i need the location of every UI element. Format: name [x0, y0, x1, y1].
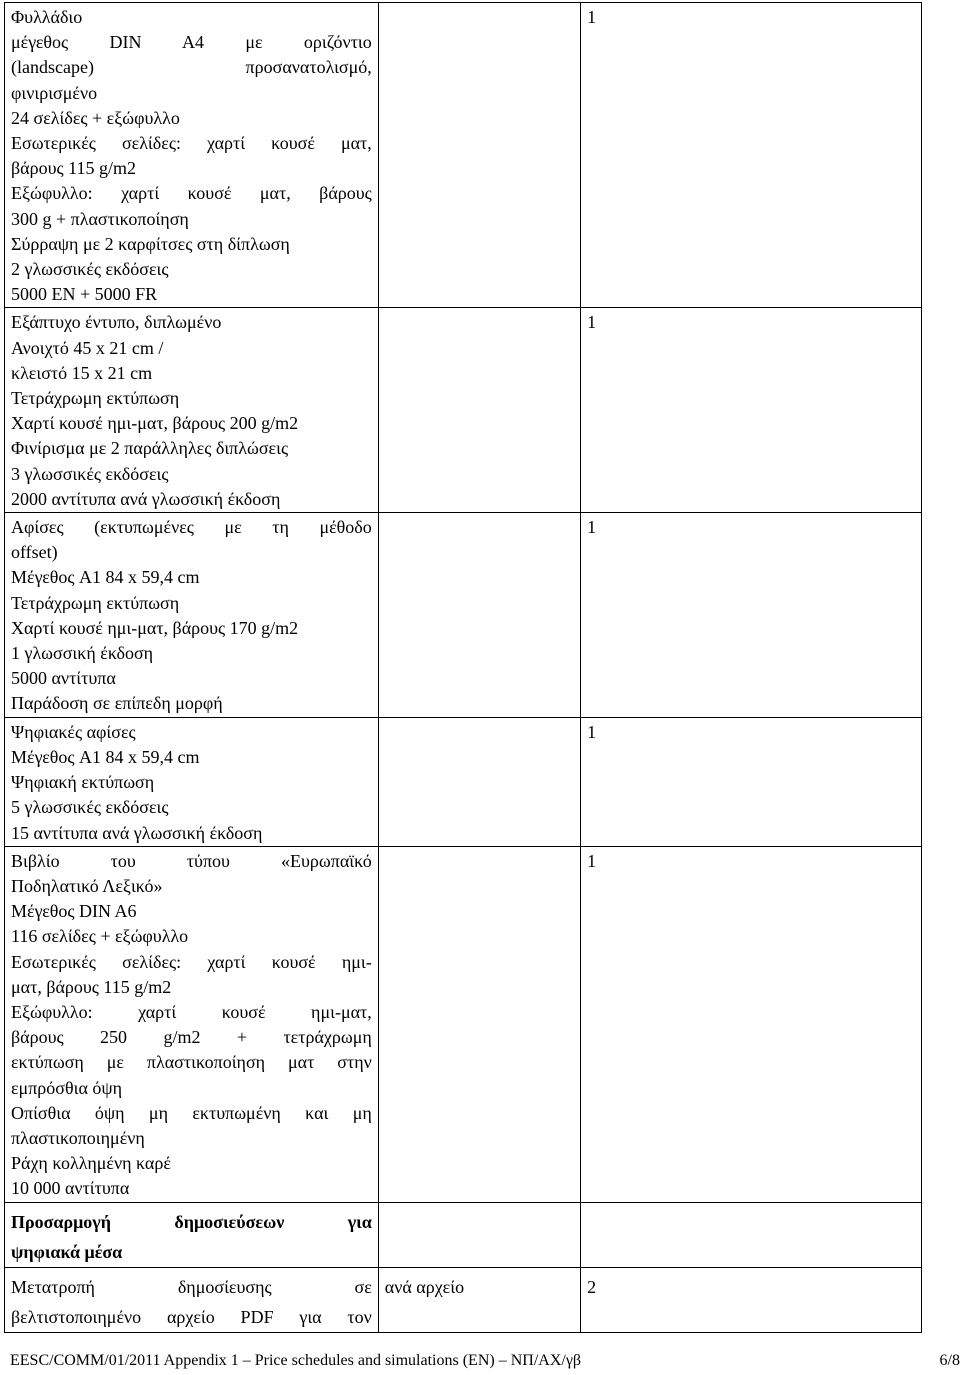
description-line: Τετράχρωμη εκτύπωση — [11, 388, 180, 409]
section-heading-row — [5, 1202, 922, 1267]
quantity-cell: 1 — [581, 3, 922, 308]
quantity-cell: 1 — [581, 308, 922, 513]
description-line: 116 σελίδες + εξώφυλλο — [11, 926, 189, 947]
unit-cell — [378, 308, 580, 513]
description-line: 1 γλωσσική έκδοση — [11, 643, 154, 664]
unit-cell — [378, 513, 580, 718]
unit-cell — [378, 1202, 580, 1267]
page-number: 6/8 — [939, 1352, 960, 1369]
description-line: κλειστό 15 x 21 cm — [11, 362, 153, 383]
description-line: Χαρτί κουσέ ημι-ματ, βάρους 170 g/m2 — [11, 617, 299, 638]
description-line: (landscape) προσανατολισμό, — [11, 57, 372, 78]
description-cell — [5, 3, 379, 308]
description-line: Φινίρισμα με 2 παράλληλες διπλώσεις — [11, 438, 289, 459]
description-line: Χαρτί κουσέ ημι-ματ, βάρους 200 g/m2 — [11, 413, 299, 434]
description-line: 5 γλωσσικές εκδόσεις — [11, 797, 169, 818]
description-line: Ανοιχτό 45 x 21 cm / — [11, 337, 164, 358]
section-heading-line: ψηφιακά μέσα — [11, 1241, 123, 1262]
price-schedule-table — [4, 2, 922, 1333]
description-line: Φυλλάδιο — [11, 7, 83, 27]
description-line: Αφίσες (εκτυπωμένες με τη μέθοδο — [11, 517, 372, 538]
unit-cell: ανά αρχείο — [378, 1267, 580, 1332]
description-cell — [5, 308, 379, 513]
description-line: 24 σελίδες + εξώφυλλο — [11, 107, 180, 128]
quantity-cell: 1 — [581, 717, 922, 846]
description-line: εμπρόσθια όψη — [11, 1077, 123, 1098]
table-row — [5, 717, 922, 846]
description-line: Βιβλίο του τύπου «Ευρωπαϊκό — [11, 850, 372, 871]
section-heading-cell — [5, 1202, 379, 1267]
description-line: βελτιστοποιημένο αρχείο PDF για τον — [11, 1306, 372, 1327]
unit-cell — [378, 3, 580, 308]
description-line: 5000 EN + 5000 FR — [11, 284, 158, 305]
description-line: Μέγεθος A1 84 x 59,4 cm — [11, 567, 200, 588]
unit-cell — [378, 846, 580, 1202]
description-line: εκτύπωση με πλαστικοποίηση ματ στην — [11, 1052, 372, 1073]
description-cell — [5, 846, 379, 1202]
description-line: μέγεθος DIN A4 με οριζόντιο — [11, 32, 372, 53]
description-line: Εξώφυλλο: χαρτί κουσέ ημι-ματ, — [11, 1001, 372, 1022]
description-line: Μέγεθος DIN A6 — [11, 901, 137, 922]
quantity-cell: 1 — [581, 846, 922, 1202]
description-line: 5000 αντίτυπα — [11, 668, 116, 689]
description-line: 3 γλωσσικές εκδόσεις — [11, 463, 169, 484]
description-line: Τετράχρωμη εκτύπωση — [11, 592, 180, 613]
description-line: Μετατροπή δημοσίευσης σε — [11, 1276, 372, 1297]
description-line: offset) — [11, 542, 58, 563]
description-line: 15 αντίτυπα ανά γλωσσική έκδοση — [11, 822, 263, 843]
table-body — [5, 3, 922, 1333]
description-line: βάρους 115 g/m2 — [11, 158, 136, 179]
table-row — [5, 846, 922, 1202]
quantity-cell — [581, 1202, 922, 1267]
table-row — [5, 513, 922, 718]
description-cell — [5, 513, 379, 718]
description-line: Παράδοση σε επίπεδη μορφή — [11, 693, 223, 714]
description-cell — [5, 1267, 379, 1332]
description-cell — [5, 717, 379, 846]
description-line: Εξάπτυχο έντυπο, διπλωμένο — [11, 312, 222, 333]
description-line: πλαστικοποιημένη — [11, 1127, 145, 1148]
description-line: 2 γλωσσικές εκδόσεις — [11, 259, 169, 280]
description-line: Εξώφυλλο: χαρτί κουσέ ματ, βάρους — [11, 183, 372, 204]
description-line: Ποδηλατικό Λεξικό» — [11, 875, 163, 896]
description-line: βάρους 250 g/m2 + τετράχρωμη — [11, 1027, 372, 1048]
description-line: Εσωτερικές σελίδες: χαρτί κουσέ ματ, — [11, 133, 372, 154]
description-line: 2000 αντίτυπα ανά γλωσσική έκδοση — [11, 488, 281, 509]
description-line: Μέγεθος A1 84 x 59,4 cm — [11, 746, 200, 767]
unit-cell — [378, 717, 580, 846]
description-line: Ράχη κολλημένη καρέ — [11, 1153, 171, 1174]
description-line: Οπίσθια όψη μη εκτυπωμένη και μη — [11, 1102, 372, 1123]
quantity-cell: 1 — [581, 513, 922, 718]
table-row — [5, 1267, 922, 1332]
description-line: Εσωτερικές σελίδες: χαρτί κουσέ ημι- — [11, 951, 372, 972]
description-line: 10 000 αντίτυπα — [11, 1178, 130, 1199]
description-line: φινιρισμένο — [11, 82, 98, 103]
description-line: Ψηφιακή εκτύπωση — [11, 772, 155, 793]
description-line: Σύρραψη με 2 καρφίτσες στη δίπλωση — [11, 233, 290, 254]
description-line: ματ, βάρους 115 g/m2 — [11, 976, 172, 997]
section-heading-line: Προσαρμογή δημοσιεύσεων για — [11, 1211, 372, 1232]
description-line: Ψηφιακές αφίσες — [11, 721, 136, 742]
table-row — [5, 308, 922, 513]
description-line: 300 g + πλαστικοποίηση — [11, 208, 189, 229]
quantity-cell: 2 — [581, 1267, 922, 1332]
footer-reference: EESC/COMM/01/2011 Appendix 1 – Price schedules and simulations (EN) – ΝΠ/ΑΧ/γβ — [10, 1352, 582, 1369]
page-footer — [10, 1352, 960, 1370]
table-row — [5, 3, 922, 308]
